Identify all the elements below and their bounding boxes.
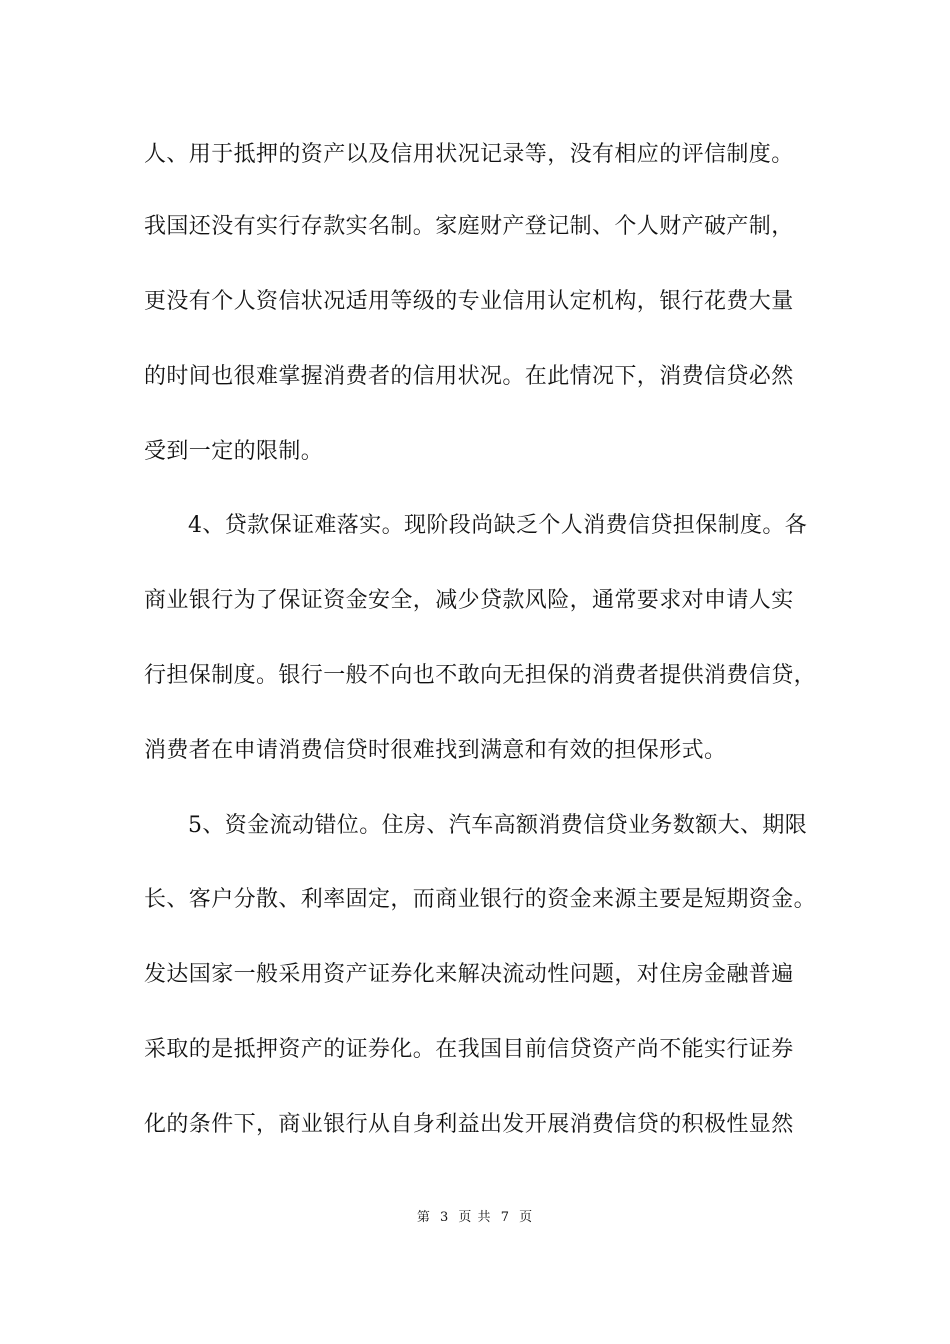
- text-line: 商业银行为了保证资金安全，减少贷款风险，通常要求对申请人实: [144, 588, 794, 613]
- page-number-footer: [0, 1209, 950, 1227]
- footer-middle: 页 共: [458, 1210, 492, 1225]
- text-line: 长、客户分散、利率固定，而商业银行的资金来源主要是短期资金。: [144, 887, 817, 912]
- text-line: 化的条件下，商业银行从自身利益出发开展消费信贷的积极性显然: [144, 1112, 794, 1137]
- footer-prefix: 第: [416, 1210, 431, 1225]
- text-line: 的时间也很难掌握消费者的信用状况。在此情况下，消费信贷必然: [144, 364, 794, 389]
- text-line: 更没有个人资信状况适用等级的专业信用认定机构，银行花费大量: [144, 289, 794, 314]
- paragraph-start-line: 5、资金流动错位。住房、汽车高额消费信贷业务数额大、期限: [188, 813, 808, 838]
- current-page-number: 3: [440, 1210, 450, 1225]
- footer-suffix: 页: [519, 1210, 534, 1225]
- text-line: 消费者在申请消费信贷时很难找到满意和有效的担保形式。: [144, 738, 727, 763]
- paragraph-start-line: 4、贷款保证难落实。现阶段尚缺乏个人消费信贷担保制度。各: [188, 513, 808, 538]
- text-line: 我国还没有实行存款实名制。家庭财产登记制、个人财产破产制，: [144, 214, 794, 239]
- text-line: 发达国家一般采用资产证券化来解决流动性问题，对住房金融普遍: [144, 962, 794, 987]
- total-page-number: 7: [500, 1210, 510, 1225]
- text-line: 行担保制度。银行一般不向也不敢向无担保的消费者提供消费信贷，: [144, 663, 817, 688]
- text-line: 受到一定的限制。: [144, 439, 324, 464]
- text-line: 人、用于抵押的资产以及信用状况记录等，没有相应的评信制度。: [144, 142, 794, 167]
- text-line: 采取的是抵押资产的证券化。在我国目前信贷资产尚不能实行证券: [144, 1037, 794, 1062]
